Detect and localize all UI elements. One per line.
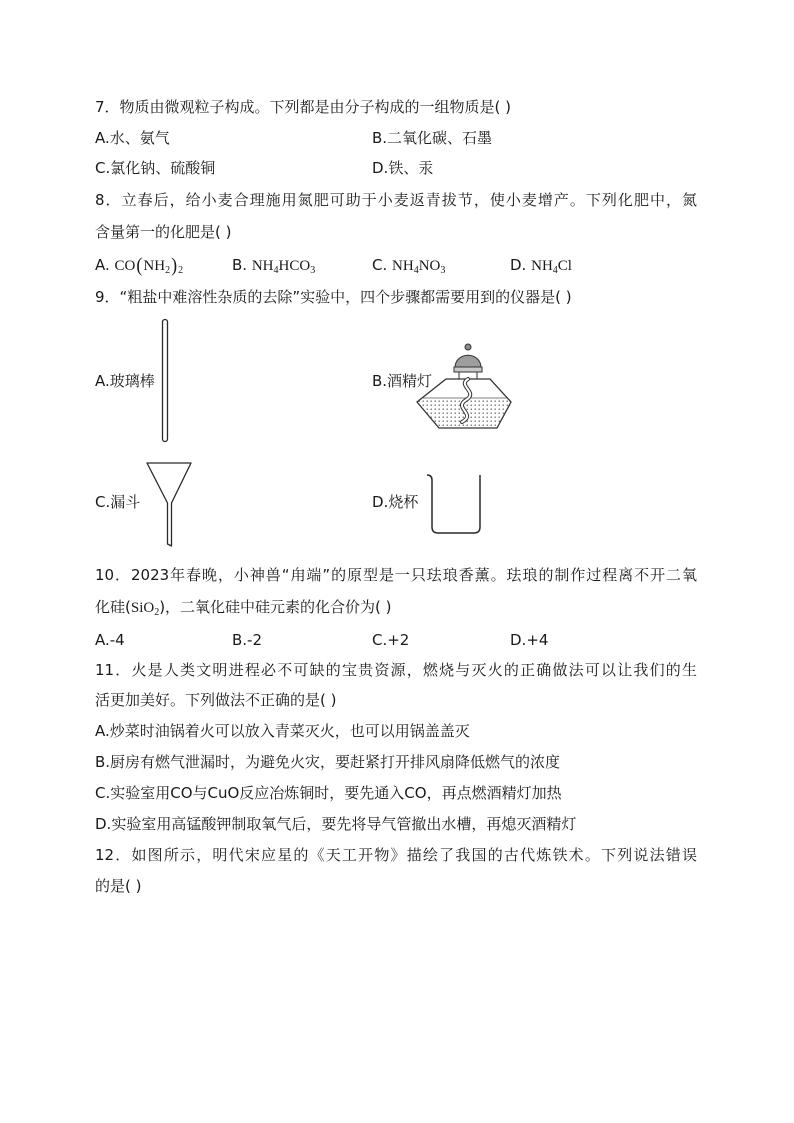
q8-option-c: [372, 255, 445, 275]
q10-stem-line-2: [95, 597, 392, 617]
glass-rod-icon: [163, 320, 168, 442]
q9-option-a-label: A.玻璃棒: [95, 372, 155, 390]
option-label: B.: [232, 256, 248, 274]
q8-option-b: [232, 255, 315, 275]
q12-stem-line-1: 12．如图所示，明代宋应星的《天工开物》描绘了我国的古代炼铁术。下列说法错误: [95, 846, 697, 864]
option-label: D.: [510, 256, 527, 274]
q11-option-b: B.厨房有燃气泄漏时，为避免火灾，要赶紧打开排风扇降低燃气的浓度: [95, 753, 561, 771]
q8-option-d: [510, 255, 572, 275]
formula-subscript: 2: [165, 265, 171, 276]
formula-sio2: [131, 600, 159, 616]
formula-part: CO: [114, 258, 136, 274]
stem-text: )，二氧化硅中硅元素的化合价为( ): [159, 598, 392, 616]
q7-option-d: D.铁、汞: [372, 159, 434, 177]
q10-option-c: C.+2: [372, 631, 410, 649]
option-label: A.: [95, 256, 110, 274]
formula-subscript: 3: [310, 265, 316, 276]
formula-nh4hco3: [252, 258, 315, 274]
q10-option-d: D.+4: [510, 631, 549, 649]
q11-option-c: C.实验室用CO与CuO反应冶炼铜时，要先通入CO，再点燃酒精灯加热: [95, 784, 562, 802]
formula-subscript: 2: [178, 265, 184, 276]
q8-stem-line-1: 8．立春后，给小麦合理施用氮肥可助于小麦返青拔节，使小麦增产。下列化肥中，氮: [95, 191, 697, 209]
formula-part: NO: [418, 258, 441, 274]
formula-co-nh2-2: [114, 253, 184, 277]
q9-option-d-label: D.烧杯: [372, 493, 419, 511]
formula-part: NH: [143, 258, 166, 274]
lamp-cap-icon: [455, 355, 481, 368]
q9-stem: 9．“粗盐中难溶性杂质的去除”实验中，四个步骤都需要用到的仪器是( ): [95, 288, 572, 306]
beaker-figure: [424, 471, 486, 537]
formula-part: HCO: [278, 258, 311, 274]
q11-option-d: D.实验室用高锰酸钾制取氧气后，要先将导气管撤出水槽，再熄灭酒精灯: [95, 815, 577, 833]
formula-subscript: 4: [273, 265, 279, 276]
q10-option-a: A.-4: [95, 631, 125, 649]
q7-option-b: B.二氧化碳、石墨: [372, 129, 493, 147]
formula-part: NH: [251, 258, 274, 274]
formula-subscript: 2: [154, 607, 160, 618]
q7-option-c: C.氯化钠、硫酸铜: [95, 159, 216, 177]
q11-stem-line-2: 活更加美好。下列做法不正确的是( ): [95, 691, 337, 709]
stem-text: 化硅(: [95, 598, 131, 616]
formula-paren-open: (: [136, 253, 143, 277]
q9-option-c-label: C.漏斗: [95, 493, 141, 511]
q11-option-a: A.炒菜时油锅着火可以放入青菜灭火，也可以用锅盖盖灭: [95, 722, 470, 740]
q8-stem-line-2: 含量第一的化肥是( ): [95, 223, 232, 241]
q7-stem: 7．物质由微观粒子构成。下列都是由分子构成的一组物质是( ): [95, 98, 512, 116]
option-label: C.: [372, 256, 388, 274]
q10-stem-line-1: 10．2023年春晚，小神兽“甪端”的原型是一只珐琅香薰。珐琅的制作过程离不开二氧: [95, 566, 697, 584]
formula-nh4no3: [392, 258, 445, 274]
q10-option-b: B.-2: [232, 631, 263, 649]
lamp-cap-rim-icon: [454, 367, 482, 372]
formula-paren-close: ): [171, 253, 178, 277]
q9-option-b-label: B.酒精灯: [372, 372, 433, 390]
alcohol-lamp-figure: [410, 340, 518, 432]
glass-rod-figure: [158, 318, 172, 444]
formula-subscript: 3: [440, 265, 446, 276]
formula-part: SiO: [130, 600, 155, 616]
formula-part: Cl: [557, 258, 572, 274]
formula-part: NH: [392, 258, 414, 274]
lamp-cap-knob-icon: [465, 344, 471, 350]
funnel-figure: [142, 460, 196, 550]
formula-part: NH: [531, 258, 553, 274]
q11-stem-line-1: 11．火是人类文明进程必不可缺的宝贵资源，燃烧与灭火的正确做法可以让我们的生: [95, 661, 697, 679]
q7-option-a: A.水、氨气: [95, 129, 170, 147]
formula-nh4cl: [531, 258, 572, 274]
q8-option-a: [95, 255, 183, 275]
formula-subscript: 4: [413, 265, 419, 276]
formula-subscript: 4: [552, 265, 558, 276]
funnel-icon: [147, 463, 191, 546]
q12-stem-line-2: 的是( ): [95, 877, 142, 895]
beaker-icon: [427, 475, 480, 533]
